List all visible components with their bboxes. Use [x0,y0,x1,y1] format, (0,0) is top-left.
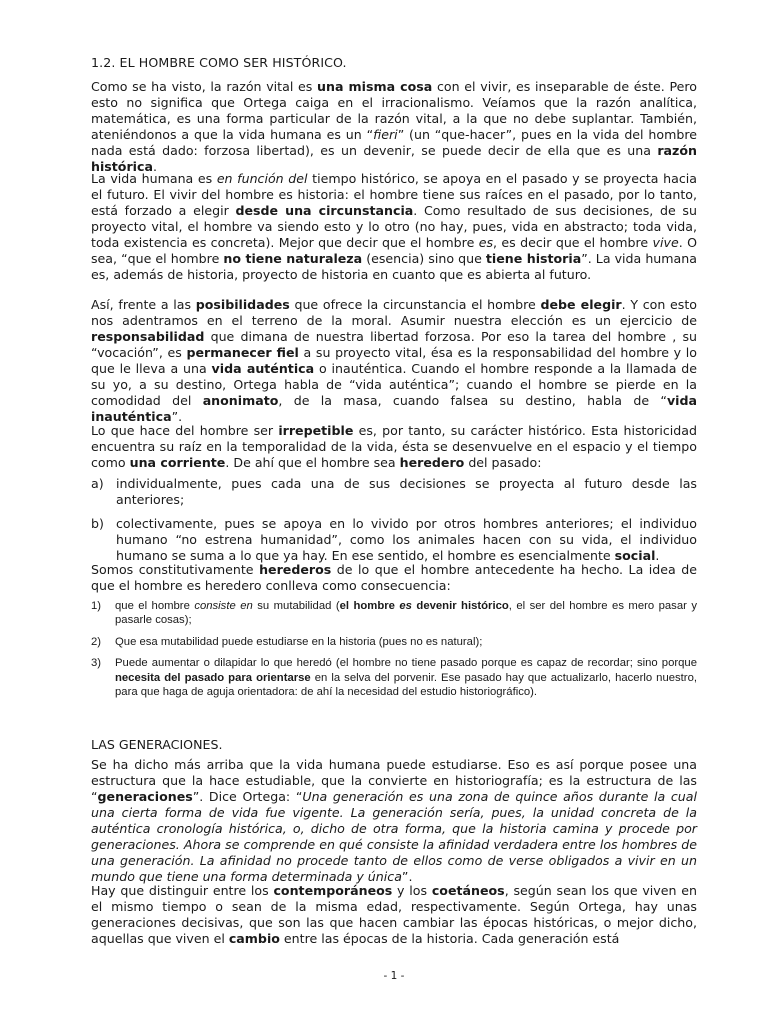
text-run: ”. La vida humana es, además de historia, proyecto de historia en cuanto que es abierta al futuro. [91,251,697,282]
text-run: . De ahí que el hombre sea [225,455,400,470]
text-run: , según sean los que viven en el mismo tiempo o sean de la misma edad, respectivamente. Según Ortega, hay unas generaciones decisivas, que son las que hacen cambiar las épocas históricas, o mejor dicho, aquellas que viven el [91,883,697,946]
list-item-text [115,656,697,699]
text-run: individualmente, pues cada una de sus decisiones se proyecta al futuro desde las anteriores; [116,476,697,507]
bold-text: generaciones [97,789,193,804]
bold-text: es [399,600,412,612]
paragraph-generaciones [91,757,697,885]
text-run: Somos constitutivamente [91,562,260,577]
text-run: ”. [171,409,183,424]
bold-text: necesita del pasado para orientarse [115,671,311,684]
text-run: . Como resultado de sus decisiones, de su proyecto vital, el hombre va siendo esto y lo otro (no hay, pues, vida en abstracto; toda vida, toda existencia es concreta). Mejor que decir que el hombre [91,203,697,250]
bold-text: vida inauténtica [91,393,697,424]
text-run: entre las épocas de la historia. Cada generación está [279,931,620,946]
paragraph-contemporaneos [91,883,697,947]
bold-text: tiene historia [485,251,582,266]
bold-text: posibilidades [195,297,290,312]
text-run: Como se ha visto, la razón vital es [91,79,318,94]
text-run: o inauténtica. Cuando el hombre responde a la llamada de su yo, a su destino, Ortega habla de “vida auténtica”; cuando el hombre se pierde en la comodidad del [91,361,698,408]
text-run: con el vivir, es inseparable de éste. Pero esto no significa que Ortega caiga en el irracionalismo. Veíamos que la razón analítica, matemática, es una forma particular de la razón vital, a la que no debe suplantar. También, ateniéndonos a que la vida humana es un “ [91,79,697,142]
text-run: Puede aumentar o dilapidar lo que heredó (el hombre no tiene pasado porque es capaz de recordar; sino porque [115,657,697,670]
text-run: a su proyecto vital, ésa es la responsabilidad del hombre y lo que le lleva a una [91,345,697,376]
paragraph-herederos [91,562,697,594]
list-marker: 1) [91,600,102,612]
list-marker: 3) [91,657,102,670]
bold-text: vida auténtica [211,361,315,376]
bold-text: herederos [259,562,332,577]
paragraph-irrepetible [91,423,697,471]
bold-text: el hombre [339,600,400,612]
paragraph-razon-vital [91,79,697,175]
bold-text: no tiene naturaleza [223,251,363,266]
list-item-text [116,516,697,564]
list-item [91,516,697,564]
text-run: Que esa mutabilidad puede estudiarse en la historia (pues no es natural); [115,635,483,648]
list-item-text [115,599,697,628]
bold-text: anonimato [202,393,279,408]
bold-text: devenir histórico [411,600,509,612]
bold-text: responsabilidad [91,329,205,344]
bold-text: irrepetible [278,423,354,438]
paragraph-posibilidades [91,297,697,425]
italic-text: es [478,235,494,250]
text-run: Lo que hace del hombre ser [91,423,279,438]
bold-text: una corriente [129,455,226,470]
bold-text: una misma cosa [317,79,433,94]
list-item-text [115,635,697,649]
text-run: y los [392,883,432,898]
list-item [91,635,697,649]
text-run: que ofrece la circunstancia el hombre [289,297,541,312]
text-run: Se ha dicho más arriba que la vida humana puede estudiarse. Eso es así porque posee una estructura que la hace estudiable, que la convierte en historiografía; es la estructura de las “ [91,757,697,804]
bold-text: coetáneos [431,883,505,898]
document-page [91,0,697,1024]
list-item-text [116,476,697,508]
list-item [91,599,697,628]
text-run: de lo que el hombre antecedente ha hecho. La idea de que el hombre es heredero conlleva como consecuencia: [91,562,697,593]
text-run: ”. [401,869,413,884]
text-run: que el hombre [115,600,195,612]
text-run: . Y con esto nos adentramos en el terreno de la moral. Asumir nuestra elección es un ejercicio de [91,297,697,328]
italic-text: consiste en [194,600,253,612]
text-run: , es decir que el hombre [493,235,653,250]
bold-text: debe elegir [540,297,622,312]
italic-text: en función del [216,171,308,186]
italic-text: fieri [373,127,398,142]
section-title: 1.2. EL HOMBRE COMO SER HISTÓRICO. [91,55,347,70]
text-run: tiempo histórico, se apoya en el pasado y se proyecta hacia el futuro. El vivir del hombre es historia: el hombre tiene sus raíces en el pasado, por lo tanto, está forzado a elegir [91,171,697,218]
bold-text: heredero [399,455,465,470]
text-run: Hay que distinguir entre los [91,883,274,898]
text-run: , el ser del hombre es mero pasar y pasarle cosas); [115,600,697,627]
text-run: ” (un “que-hacer”, pues en la vida del hombre nada está dado: forzosa libertad), es un devenir, se puede decir de ella que es una [91,127,698,158]
bold-text: desde una circunstancia [235,203,414,218]
text-run: su mutabilidad ( [252,600,340,612]
bold-text: social [614,548,656,563]
bold-text: contemporáneos [273,883,393,898]
text-run: . O sea, “que el hombre [91,235,698,266]
text-run: que dimana de nuestra libertad forzosa. Por eso la tarea del hombre , su “vocación”, es [91,329,697,360]
text-run: colectivamente, pues se apoya en lo vivido por otros hombres anteriores; el individuo humano “no estrena humanidad”, como los animales hacen con su vida, el individuo humano se suma a lo que ya hay. En ese sentido, el hombre es esencialmente [116,516,697,563]
italic-text: Una generación es una zona de quince años durante la cual una cierta forma de vida fue vigente. La generación sería, pues, la unidad concreta de la auténtica cronología histórica, o, dicho de otra forma, que la historia camina y procede por generaciones. Ahora se comprende en qué consiste la afinidad verdadera entre los hombres de una generación. La afinidad no procede tanto de ellos como de verse obligados a vivir en un mundo que tiene una forma determinada y única [91,789,697,884]
page-number: - 1 - [383,970,405,982]
text-run: Así, frente a las [91,297,196,312]
bold-text: razón histórica [91,143,697,174]
list-marker: b) [91,516,104,531]
inheritance-modes-list [91,476,697,564]
text-run: es, por tanto, su carácter histórico. Esta historicidad encuentra su raíz en la temporalidad de la vida, ésta se desenvuelve en el espacio y el tiempo como [91,423,697,470]
text-run: . [655,548,660,563]
bold-text: cambio [228,931,280,946]
generations-heading: LAS GENERACIONES. [91,737,223,752]
list-item [91,656,697,699]
paragraph-vida-historica [91,171,697,283]
bold-text: permanecer fiel [186,345,299,360]
text-run: del pasado: [464,455,542,470]
list-marker: 2) [91,635,102,648]
text-run: en la selva del porvenir. Ese pasado hay que actualizarlo, hacerlo nuestro, para que haga de aguja orientadora: de ahí la necesidad del estudio historiográfico). [115,671,697,699]
text-run: La vida humana es [91,171,217,186]
text-run: , de la masa, cuando falsea su destino, habla de “ [278,393,667,408]
text-run: (esencia) sino que [362,251,486,266]
italic-text: vive [652,235,679,250]
consequences-list [91,599,697,699]
text-run: . [152,159,157,174]
list-marker: a) [91,476,104,491]
text-run: ”. Dice Ortega: “ [192,789,303,804]
list-item [91,476,697,508]
